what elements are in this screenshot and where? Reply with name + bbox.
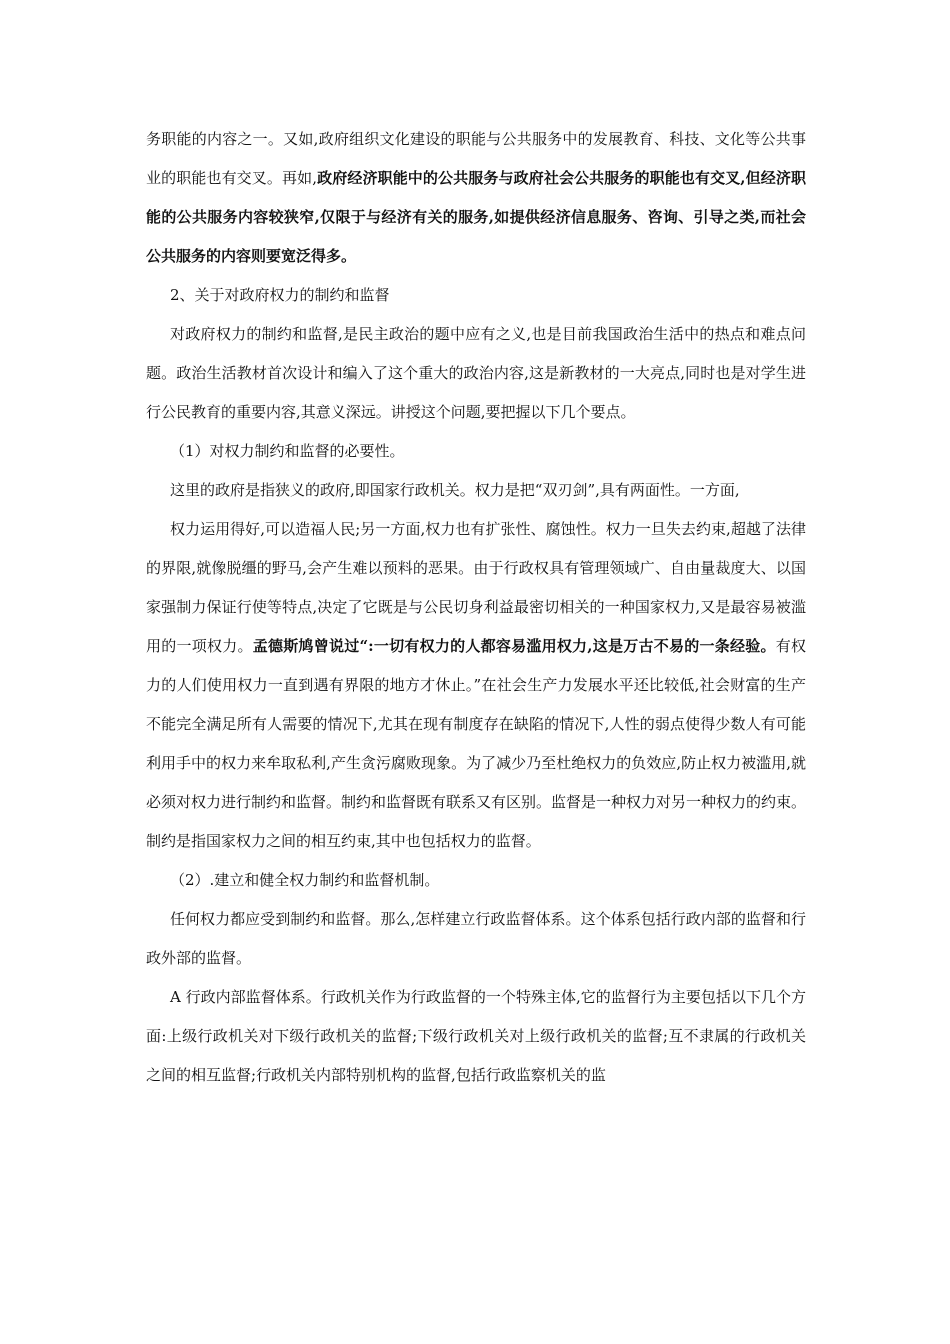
montesquieu-quote: 孟德斯鸠曾说过“:一切有权力的人都容易滥用权力,这是万古不易的一条经验。 (252, 637, 776, 655)
document-page (146, 120, 806, 1095)
paragraph-supervision-system: 任何权力都应受到制约和监督。那么,怎样建立行政监督体系。这个体系包括行政内部的监督和行政外部的监督。 (146, 910, 806, 967)
section-heading-power-supervision: 2、关于对政府权力的制约和监督 (170, 286, 390, 304)
emphasis-text: 政府经济职能中的公共服务与政府社会公共服务的职能也有交叉,但经济职能的公共服务内容较狭窄,仅限于与经济有关的服务,如提供经济信息服务、咨询、引导之类,而社会公共服务的内容则要宽泛得多。 (146, 169, 806, 265)
paragraph-text-continued: 有权力的人们使用权力一直到遇有界限的地方才休止。”在社会生产力发展水平还比较低,社会财富的生产不能完全满足所有人需要的情况下,尤其在现有制度存在缺陷的情况下,人性的弱点使得少数人有可能利用手中的权力来牟取私利,产生贪污腐败现象。为了减少乃至杜绝权力的负效应,防止权力被滥用,就必须对权力进行制约和监督。制约和监督既有联系又有区别。监督是一种权力对另一种权力的约束。制约是指国家权力之间的相互约束,其中也包括权力的监督。 (146, 637, 807, 850)
paragraph-power-abuse (146, 510, 806, 861)
paragraph-internal-supervision: A 行政内部监督体系。行政机关作为行政监督的一个特殊主体,它的监督行为主要包括以下几个方面:上级行政机关对下级行政机关的监督;下级行政机关对上级行政机关的监督;互不隶属的行政机关之间的相互监督;行政机关内部特别机构的监督,包括行政监察机关的监 (146, 988, 806, 1084)
subheading-necessity: （1）对权力制约和监督的必要性。 (170, 442, 405, 460)
subheading-mechanism: （2）.建立和健全权力制约和监督机制。 (170, 871, 440, 889)
paragraph-text: 务职能的内容之一。又如,政府组织文化建设的职能与公共服务中的发展教育、科技、文化等公共事业的职能也有交叉。再如, (146, 130, 806, 187)
paragraph-text: 权力运用得好,可以造福人民;另一方面,权力也有扩张性、腐蚀性。权力一旦失去约束,超越了法律的界限,就像脱缰的野马,会产生难以预料的恶果。由于行政权具有管理领域广、自由量裁度大、以国家强制力保证行使等特点,决定了它既是与公民切身利益最密切相关的一种国家权力,又是最容易被滥用的一项权力。 (146, 520, 806, 655)
paragraph-functions-overlap (146, 120, 806, 276)
paragraph-power-supervision-intro: 对政府权力的制约和监督,是民主政治的题中应有之义,也是目前我国政治生活中的热点和难点问题。政治生活教材首次设计和编入了这个重大的政治内容,这是新教材的一大亮点,同时也是对学生进行公民教育的重要内容,其意义深远。讲授这个问题,要把握以下几个要点。 (146, 325, 806, 421)
paragraph-double-edged-sword: 这里的政府是指狭义的政府,即国家行政机关。权力是把“双刃剑”,具有两面性。一方面, (170, 481, 740, 499)
